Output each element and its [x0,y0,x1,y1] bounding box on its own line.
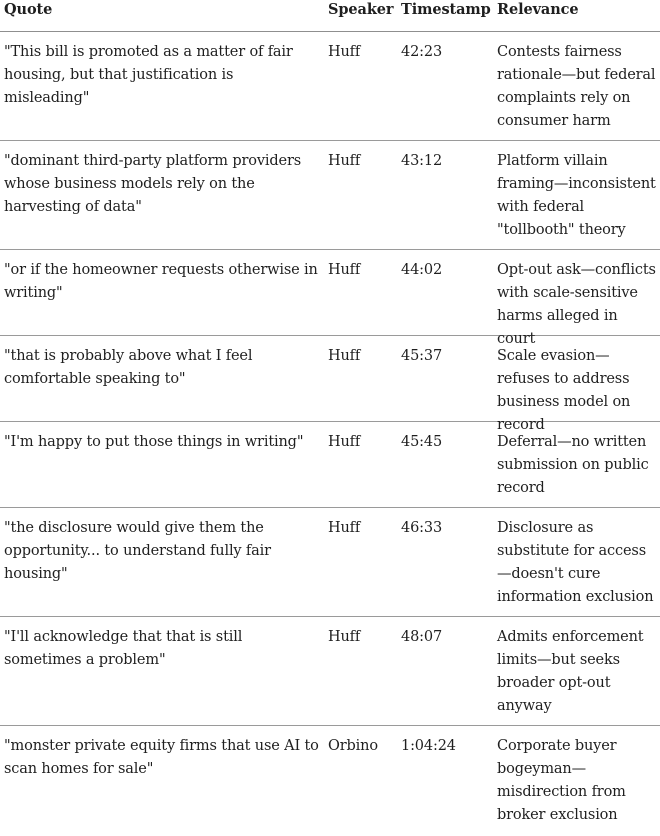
timestamp-cell: 45:45 [401,434,443,450]
table-row [0,617,660,726]
header-quote: Quote [4,1,53,18]
header-relevance: Relevance [497,1,579,18]
table-row [0,508,660,617]
relevance-cell: Corporate buyer bogeyman—misdirection from broker exclusion [497,738,626,823]
header-speaker: Speaker [328,1,394,18]
speaker-cell: Huff [328,262,361,278]
quote-cell: "that is probably above what I feel comfortable speaking to" [4,348,253,387]
quote-cell: "the disclosure would give them the opportunity... to understand fully fair housing" [4,520,271,582]
table-row [0,250,660,347]
speaker-cell: Huff [328,153,361,169]
relevance-cell: Deferral—no written submission on public record [497,434,649,496]
timestamp-cell: 48:07 [401,629,443,645]
table-row [0,726,660,836]
timestamp-cell: 44:02 [401,262,443,278]
relevance-cell: Platform villain framing—inconsistent with federal "tollbooth" theory [497,153,656,238]
timestamp-cell: 43:12 [401,153,443,169]
relevance-cell: Contests fairness rationale—but federal complaints rely on consumer harm [497,44,656,129]
relevance-cell: Opt-out ask—conflicts with scale-sensitive harms alleged in court [497,262,656,347]
speaker-cell: Huff [328,348,361,364]
speaker-cell: Huff [328,44,361,60]
timestamp-cell: 46:33 [401,520,443,536]
table-row [0,32,660,141]
quote-cell: "monster private equity firms that use AI to scan homes for sale" [4,738,319,777]
relevance-cell: Scale evasion—refuses to address business model on record [497,348,631,433]
timestamp-cell: 1:04:24 [401,738,456,754]
table-row [0,336,660,433]
relevance-cell: Disclosure as substitute for access—doesn't cure information exclusion [497,520,654,605]
quote-cell: "or if the homeowner requests otherwise in writing" [4,262,318,301]
table-header-row [0,0,660,32]
quote-cell: "dominant third-party platform providers whose business models rely on the harvesting of data" [4,153,302,215]
table-row [0,422,660,508]
speaker-cell: Huff [328,520,361,536]
speaker-cell: Huff [328,434,361,450]
quote-cell: "This bill is promoted as a matter of fair housing, but that justification is misleading" [4,44,293,106]
quote-cell: "I'll acknowledge that that is still sometimes a problem" [4,629,243,668]
timestamp-cell: 42:23 [401,44,443,60]
table-row [0,141,660,250]
header-timestamp: Timestamp [401,1,491,18]
speaker-cell: Huff [328,629,361,645]
quote-cell: "I'm happy to put those things in writing" [4,434,304,450]
timestamp-cell: 45:37 [401,348,443,364]
speaker-cell: Orbino [328,738,378,754]
relevance-cell: Admits enforcement limits—but seeks broader opt-out anyway [497,629,644,714]
